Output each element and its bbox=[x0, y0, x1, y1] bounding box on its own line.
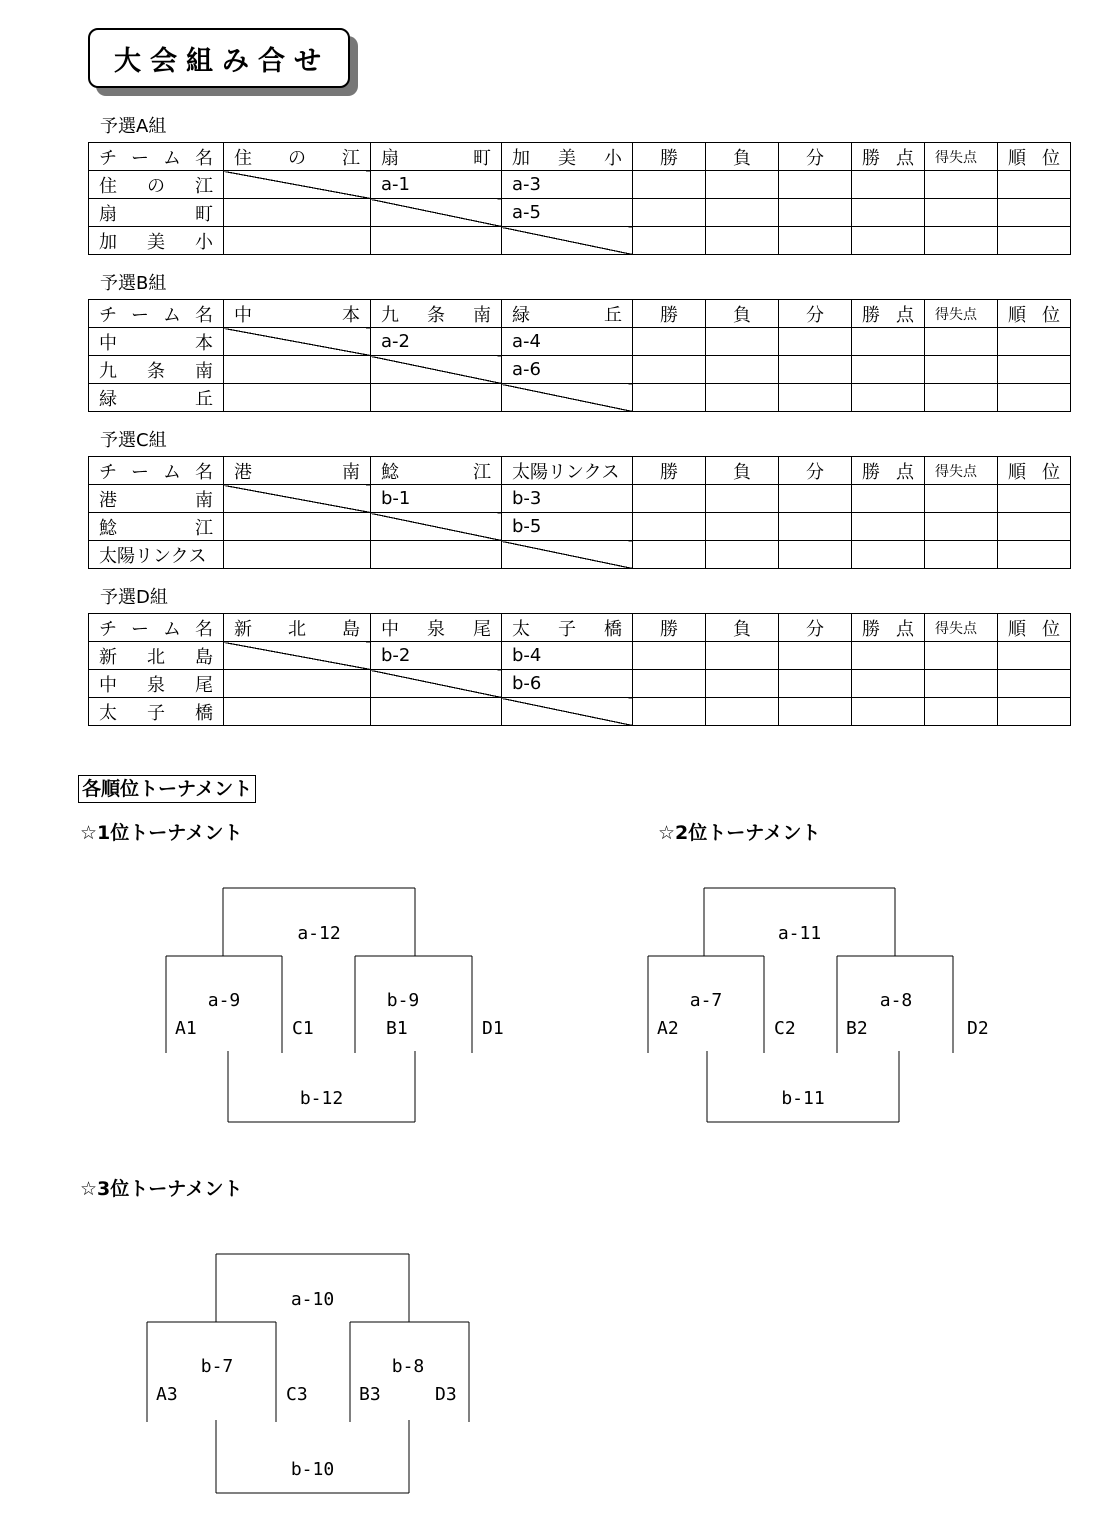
bracket-3-left-match-label: b-7 bbox=[200, 1356, 234, 1377]
header-opponent: 扇 町 bbox=[371, 143, 502, 171]
match-cell: b-5 bbox=[502, 513, 633, 541]
bracket-2-team-1: A2 bbox=[657, 1018, 679, 1039]
header-points: 勝 点 bbox=[852, 614, 925, 642]
match-cell: a-5 bbox=[502, 199, 633, 227]
header-opponent: 九 条 南 bbox=[371, 300, 502, 328]
header-goal-diff: 得失点 bbox=[925, 457, 998, 485]
bracket-3-top-match-label: a-10 bbox=[290, 1289, 335, 1310]
header-team-name: チ ー ム 名 bbox=[89, 300, 224, 328]
team-name: 九 条 南 bbox=[89, 356, 224, 384]
header-goal-diff: 得失点 bbox=[925, 614, 998, 642]
page-title: 大会組み合せ bbox=[88, 28, 350, 88]
team-name: 新 北 島 bbox=[89, 642, 224, 670]
bracket-1-top-match-label: a-12 bbox=[297, 923, 341, 944]
header-opponent: 加 美 小 bbox=[502, 143, 633, 171]
header-loss: 負 bbox=[706, 614, 779, 642]
group-label: 予選C組 bbox=[100, 430, 167, 451]
header-team-name: チ ー ム 名 bbox=[89, 457, 224, 485]
header-win: 勝 bbox=[633, 300, 706, 328]
bracket-1-team-4: D1 bbox=[482, 1018, 504, 1039]
header-opponent: 中 泉 尾 bbox=[371, 614, 502, 642]
tournament-section-label: 各順位トーナメント bbox=[78, 775, 256, 803]
header-rank: 順 位 bbox=[998, 614, 1071, 642]
match-cell: a-6 bbox=[502, 356, 633, 384]
group-label: 予選A組 bbox=[100, 116, 167, 137]
header-opponent: 新 北 島 bbox=[224, 614, 371, 642]
header-rank: 順 位 bbox=[998, 457, 1071, 485]
team-name: 鯰 江 bbox=[89, 513, 224, 541]
header-opponent: 太陽リンクス bbox=[502, 457, 633, 485]
bracket-2-left-match-label: a-7 bbox=[689, 990, 723, 1011]
header-points: 勝 点 bbox=[852, 143, 925, 171]
team-name: 太 子 橋 bbox=[89, 698, 224, 726]
header-rank: 順 位 bbox=[998, 143, 1071, 171]
header-draw: 分 bbox=[779, 143, 852, 171]
bracket-3-bottom-match-label: b-10 bbox=[290, 1459, 335, 1480]
bracket-1-team-2: C1 bbox=[292, 1018, 314, 1039]
header-opponent: 住 の 江 bbox=[224, 143, 371, 171]
header-points: 勝 点 bbox=[852, 457, 925, 485]
tournament-title-3: ☆3位トーナメント bbox=[80, 1178, 243, 1200]
header-win: 勝 bbox=[633, 143, 706, 171]
header-goal-diff: 得失点 bbox=[925, 300, 998, 328]
team-name: 扇 町 bbox=[89, 199, 224, 227]
match-cell: b-1 bbox=[371, 485, 502, 513]
bracket-3-right-match-label: b-8 bbox=[391, 1356, 425, 1377]
match-cell: a-4 bbox=[502, 328, 633, 356]
header-win: 勝 bbox=[633, 457, 706, 485]
bracket-1-team-1: A1 bbox=[175, 1018, 197, 1039]
bracket-2-team-3: B2 bbox=[846, 1018, 868, 1039]
bracket-3-team-4: D3 bbox=[435, 1384, 457, 1405]
header-draw: 分 bbox=[779, 457, 852, 485]
header-loss: 負 bbox=[706, 457, 779, 485]
bracket-3-team-2: C3 bbox=[286, 1384, 308, 1405]
match-cell: b-4 bbox=[502, 642, 633, 670]
header-opponent: 太 子 橋 bbox=[502, 614, 633, 642]
match-cell: b-6 bbox=[502, 670, 633, 698]
bracket-2-right-match-label: a-8 bbox=[879, 990, 913, 1011]
bracket-2-bottom-match-label: b-11 bbox=[781, 1088, 825, 1109]
team-name: 港 南 bbox=[89, 485, 224, 513]
header-draw: 分 bbox=[779, 614, 852, 642]
header-goal-diff: 得失点 bbox=[925, 143, 998, 171]
tournament-title-1: ☆1位トーナメント bbox=[80, 822, 243, 844]
match-cell: a-1 bbox=[371, 171, 502, 199]
header-opponent: 港 南 bbox=[224, 457, 371, 485]
group-label: 予選D組 bbox=[100, 587, 168, 608]
group-label: 予選B組 bbox=[100, 273, 167, 294]
bracket-1-team-3: B1 bbox=[386, 1018, 408, 1039]
header-draw: 分 bbox=[779, 300, 852, 328]
bracket-1-bottom-match-label: b-12 bbox=[299, 1088, 344, 1109]
team-name: 中 本 bbox=[89, 328, 224, 356]
header-team-name: チ ー ム 名 bbox=[89, 143, 224, 171]
bracket-1-left-match-label: a-9 bbox=[207, 990, 241, 1011]
team-name: 加 美 小 bbox=[89, 227, 224, 255]
match-cell: b-3 bbox=[502, 485, 633, 513]
bracket-2-team-2: C2 bbox=[774, 1018, 796, 1039]
team-name: 中 泉 尾 bbox=[89, 670, 224, 698]
bracket-3-team-1: A3 bbox=[156, 1384, 178, 1405]
header-opponent: 鯰 江 bbox=[371, 457, 502, 485]
bracket-1-right-match-label: b-9 bbox=[386, 990, 420, 1011]
bracket-2-team-4: D2 bbox=[967, 1018, 989, 1039]
team-name: 住 の 江 bbox=[89, 171, 224, 199]
header-loss: 負 bbox=[706, 300, 779, 328]
bracket-2-top-match-label: a-11 bbox=[777, 923, 822, 944]
tournament-title-2: ☆2位トーナメント bbox=[658, 822, 821, 844]
header-win: 勝 bbox=[633, 614, 706, 642]
team-name: 太陽リンクス bbox=[89, 541, 224, 569]
header-team-name: チ ー ム 名 bbox=[89, 614, 224, 642]
header-points: 勝 点 bbox=[852, 300, 925, 328]
bracket-3-team-3: B3 bbox=[359, 1384, 381, 1405]
team-name: 緑 丘 bbox=[89, 384, 224, 412]
header-opponent: 緑 丘 bbox=[502, 300, 633, 328]
match-cell: a-2 bbox=[371, 328, 502, 356]
header-loss: 負 bbox=[706, 143, 779, 171]
header-rank: 順 位 bbox=[998, 300, 1071, 328]
header-opponent: 中 本 bbox=[224, 300, 371, 328]
match-cell: b-2 bbox=[371, 642, 502, 670]
match-cell: a-3 bbox=[502, 171, 633, 199]
